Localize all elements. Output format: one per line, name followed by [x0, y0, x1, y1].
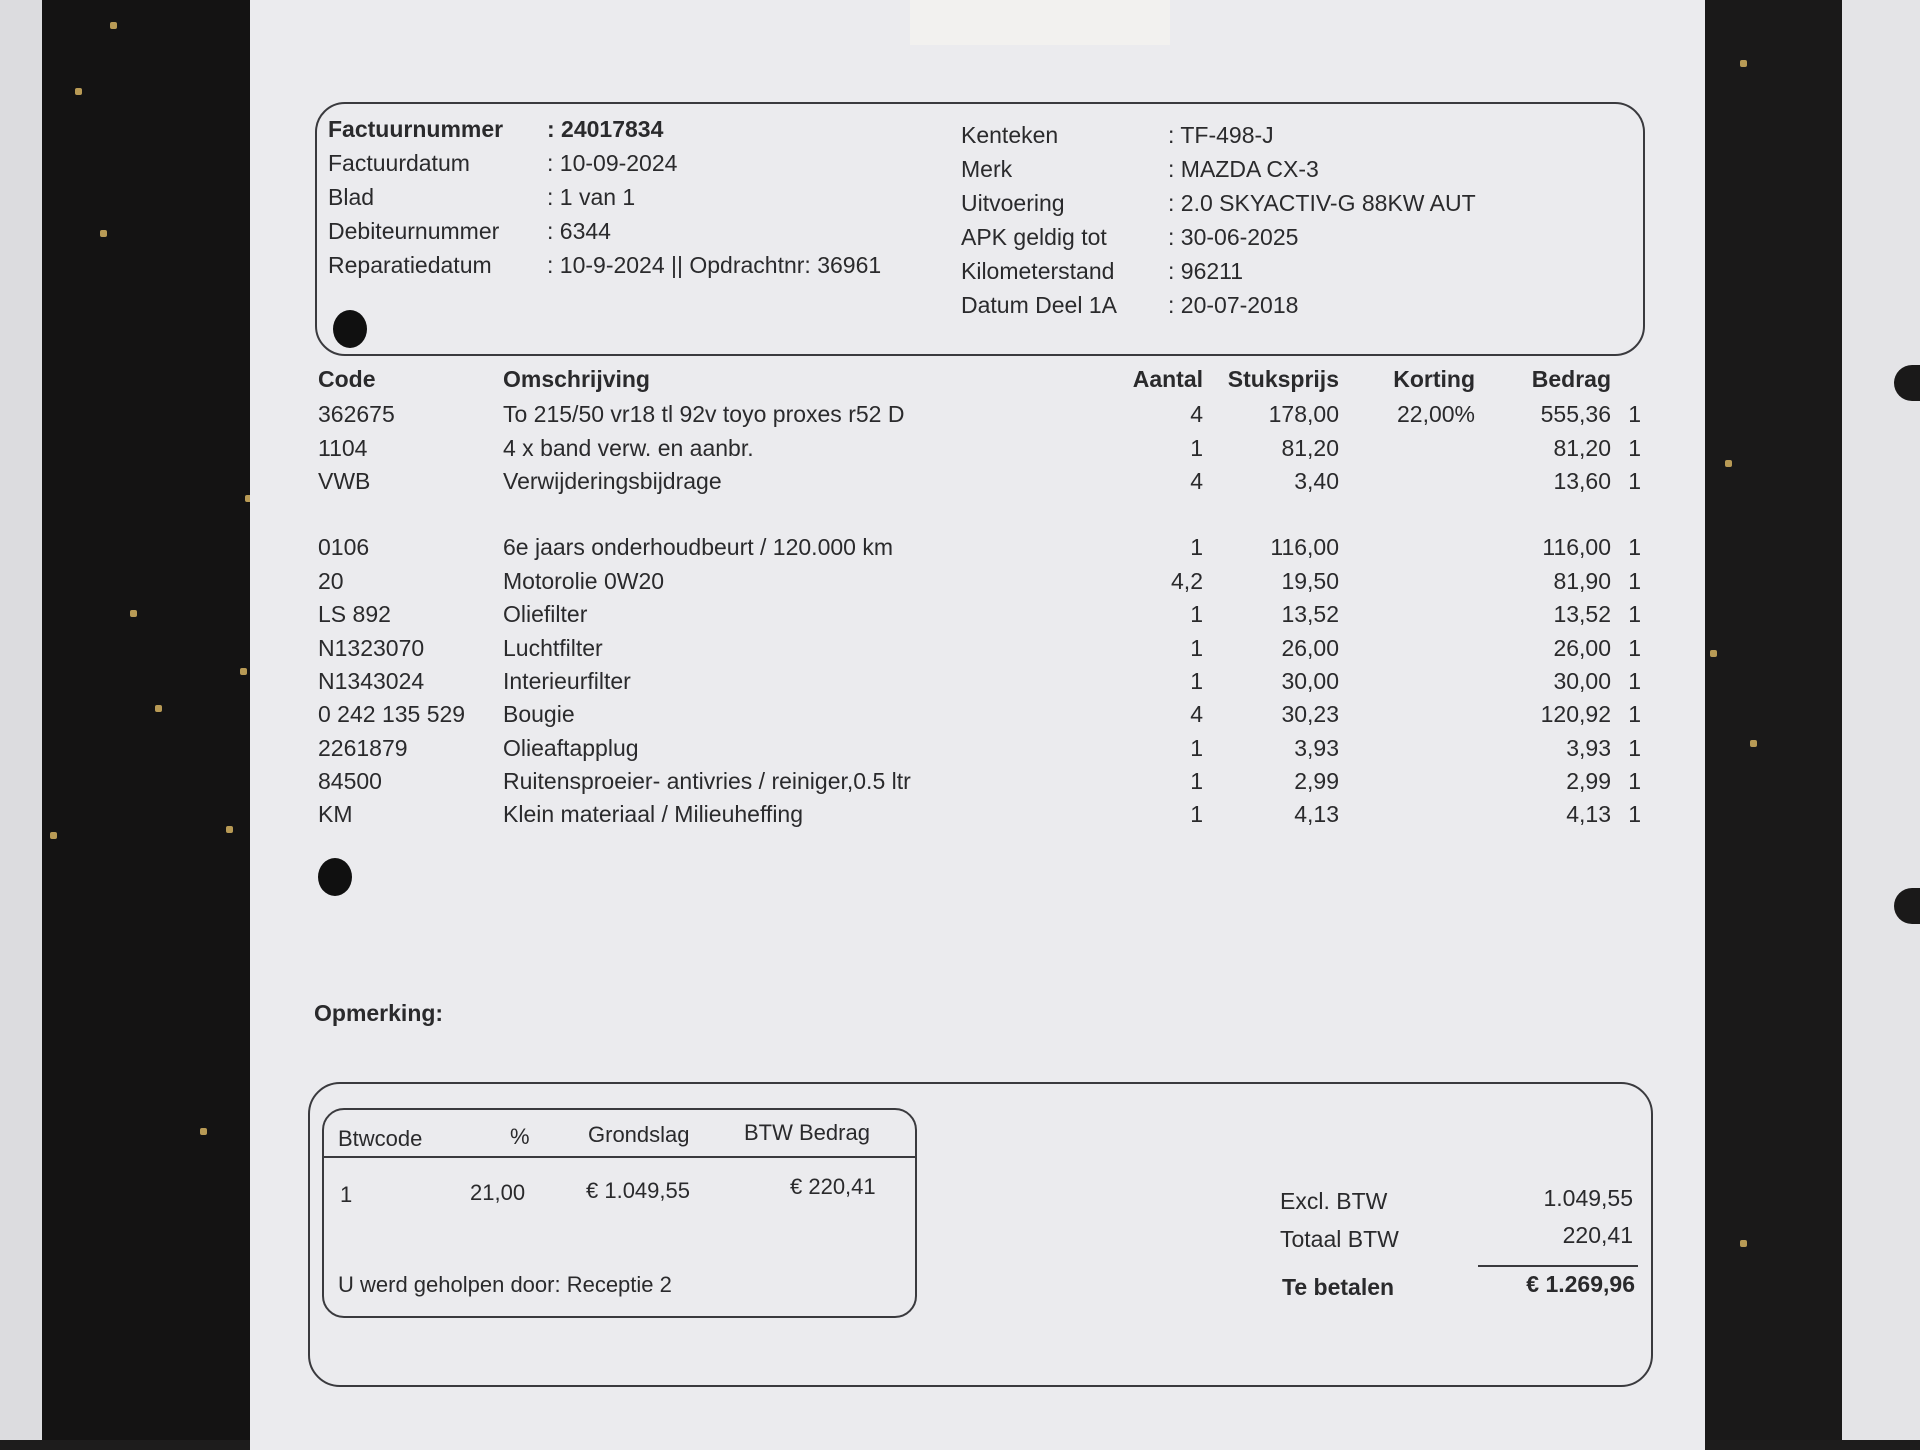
speck [1710, 650, 1717, 657]
cell-description: Ruitensproeier- antivries / reiniger,0.5 ltr [503, 768, 911, 795]
registration-date-value: : 20-07-2018 [1168, 292, 1299, 318]
cell-vat-code: 1 [1628, 401, 1641, 428]
cell-vat-code: 1 [1628, 567, 1641, 594]
cell-unit-price: 178,00 [1268, 401, 1339, 428]
cell-amount: 116,00 [1542, 534, 1611, 561]
cell-quantity: 4 [1190, 701, 1203, 728]
vat-row-base: € 1.049,55 [586, 1178, 690, 1203]
cell-code: 362675 [318, 401, 395, 428]
cell-unit-price: 3,40 [1294, 467, 1339, 494]
cell-vat-code: 1 [1628, 534, 1641, 561]
sheet-label: Blad [328, 184, 375, 210]
cell-discount [1339, 631, 1475, 664]
invoice-lines-table [318, 360, 1641, 832]
invoice-date-label: Factuurdatum [328, 150, 470, 176]
cell-code: 84500 [318, 768, 382, 795]
cell-quantity: 4 [1190, 467, 1203, 494]
col-header-vat-code [1611, 360, 1641, 398]
cell-discount [1339, 465, 1475, 498]
cell-code: N1343024 [318, 667, 425, 694]
cell-description: Bougie [503, 701, 575, 728]
vat-row-amount: € 220,41 [790, 1174, 876, 1199]
cell-quantity: 1 [1190, 734, 1203, 761]
table-row [318, 665, 1641, 698]
brand-value: : MAZDA CX-3 [1168, 156, 1319, 182]
cell-unit-price: 26,00 [1281, 634, 1339, 661]
cell-code: KM [318, 801, 353, 828]
mileage-label: Kilometerstand [961, 258, 1115, 284]
excl-vat-value: 1.049,55 [1543, 1185, 1633, 1211]
amount-due-value: € 1.269,96 [1526, 1271, 1635, 1297]
table-row [318, 698, 1641, 731]
table-row [318, 765, 1641, 798]
right-page-edge [1842, 0, 1920, 1440]
cell-description: Oliefilter [503, 601, 588, 628]
cell-description: Motorolie 0W20 [503, 567, 665, 594]
header-left-values [547, 112, 881, 282]
cell-quantity: 1 [1190, 667, 1203, 694]
cell-discount [1339, 698, 1475, 731]
cell-discount: 22,00% [1396, 401, 1475, 428]
cell-vat-code: 1 [1628, 701, 1641, 728]
col-header-discount: Korting [1393, 365, 1475, 392]
cell-unit-price: 13,52 [1281, 601, 1339, 628]
cell-code: 2261879 [318, 734, 408, 761]
col-header-description: Omschrijving [503, 365, 650, 392]
cell-unit-price: 81,20 [1281, 434, 1339, 461]
table-row [318, 631, 1641, 664]
cell-vat-code: 1 [1628, 434, 1641, 461]
vat-row-code: 1 [340, 1182, 353, 1207]
speck [100, 230, 107, 237]
cell-amount: 120,92 [1540, 701, 1611, 728]
debtor-number-value: : 6344 [547, 218, 611, 244]
cell-code: 20 [318, 567, 344, 594]
vat-header-code: Btwcode [338, 1126, 423, 1151]
vat-row-percent: 21,00 [470, 1180, 526, 1205]
punch-hole [318, 858, 352, 896]
cell-amount: 26,00 [1553, 634, 1611, 661]
col-header-code: Code [318, 365, 376, 392]
model-value: : 2.0 SKYACTIV-G 88KW AUT [1168, 190, 1476, 216]
table-row [318, 431, 1641, 464]
vat-summary-box [322, 1108, 917, 1318]
cell-quantity: 4 [1190, 401, 1203, 428]
col-header-unit-price: Stuksprijs [1227, 365, 1339, 392]
col-header-quantity: Aantal [1132, 365, 1203, 392]
apk-label: APK geldig tot [961, 224, 1107, 250]
cell-unit-price: 2,99 [1294, 768, 1339, 795]
cell-description: Olieaftapplug [503, 734, 639, 761]
cell-description: Luchtfilter [503, 634, 603, 661]
speck [110, 22, 117, 29]
cell-discount [1339, 665, 1475, 698]
debtor-number-label: Debiteurnummer [328, 218, 500, 244]
cell-vat-code: 1 [1628, 601, 1641, 628]
vat-header-amount: BTW Bedrag [744, 1120, 870, 1145]
speck [1740, 1240, 1747, 1247]
table-row [318, 465, 1641, 498]
spacer-row [318, 498, 1641, 531]
cell-discount [1339, 531, 1475, 564]
invoice-date-value: : 10-09-2024 [547, 150, 678, 176]
table-row [318, 398, 1641, 431]
cell-discount [1339, 431, 1475, 464]
cell-amount: 81,20 [1553, 434, 1611, 461]
cell-discount [1339, 798, 1475, 831]
table-row [318, 565, 1641, 598]
cell-description: To 215/50 vr18 tl 92v toyo proxes r52 D [503, 401, 905, 428]
speck [130, 610, 137, 617]
cell-amount: 13,52 [1553, 601, 1611, 628]
cell-unit-price: 30,23 [1281, 701, 1339, 728]
table-row [318, 732, 1641, 765]
speck [1725, 460, 1732, 467]
speck [1740, 60, 1747, 67]
table-row [318, 531, 1641, 564]
speck [200, 1128, 207, 1135]
table-row [318, 798, 1641, 831]
cell-quantity: 1 [1190, 434, 1203, 461]
mileage-value: : 96211 [1168, 258, 1244, 284]
cell-code: LS 892 [318, 601, 391, 628]
remark-label: Opmerking: [314, 1000, 444, 1026]
cell-discount [1339, 565, 1475, 598]
cell-discount [1339, 598, 1475, 631]
cell-unit-price: 30,00 [1281, 667, 1339, 694]
cell-amount: 4,13 [1566, 801, 1611, 828]
excl-vat-label: Excl. BTW [1280, 1188, 1388, 1214]
invoice-number-value: : 24017834 [547, 116, 664, 142]
table-row [318, 598, 1641, 631]
cell-discount [1339, 732, 1475, 765]
punch-hole [333, 310, 367, 348]
cell-quantity: 1 [1190, 768, 1203, 795]
cell-code: N1323070 [318, 634, 425, 661]
invoice-number-label: Factuurnummer [328, 116, 504, 142]
cell-vat-code: 1 [1628, 801, 1641, 828]
total-vat-label: Totaal BTW [1280, 1226, 1399, 1252]
table-header-row [318, 360, 1641, 398]
col-header-amount: Bedrag [1531, 365, 1611, 392]
background-left [0, 0, 265, 1440]
cell-discount [1339, 765, 1475, 798]
totals-rule [1478, 1265, 1638, 1267]
helped-by-text: U werd geholpen door: Receptie 2 [338, 1272, 672, 1297]
cell-description: 6e jaars onderhoudbeurt / 120.000 km [503, 534, 893, 561]
speck [75, 88, 82, 95]
cell-description: 4 x band verw. en aanbr. [503, 434, 754, 461]
cell-quantity: 4,2 [1171, 567, 1203, 594]
license-plate-value: : TF-498-J [1168, 122, 1274, 148]
background-right [1675, 0, 1920, 1440]
cell-unit-price: 19,50 [1281, 567, 1339, 594]
cell-amount: 555,36 [1540, 401, 1611, 428]
cell-description: Klein materiaal / Milieuheffing [503, 801, 804, 828]
cell-vat-code: 1 [1628, 634, 1641, 661]
cell-unit-price: 116,00 [1270, 534, 1339, 561]
registration-date-label: Datum Deel 1A [961, 292, 1117, 318]
cell-amount: 81,90 [1553, 567, 1611, 594]
speck [240, 668, 247, 675]
tape-strip [910, 0, 1170, 45]
cell-quantity: 1 [1190, 634, 1203, 661]
speck [155, 705, 162, 712]
repair-date-label: Reparatiedatum [328, 252, 492, 278]
cell-amount: 3,93 [1566, 734, 1611, 761]
cell-description: Interieurfilter [503, 667, 631, 694]
total-vat-value: 220,41 [1562, 1222, 1633, 1248]
vat-header-percent: % [510, 1124, 530, 1149]
header-left-labels [328, 112, 503, 282]
cell-code: VWB [318, 467, 371, 494]
vat-header-rule [324, 1156, 915, 1158]
cell-quantity: 1 [1190, 601, 1203, 628]
cell-vat-code: 1 [1628, 667, 1641, 694]
cell-description: Verwijderingsbijdrage [503, 467, 722, 494]
repair-date-value: : 10-9-2024 || Opdrachtnr: 36961 [547, 252, 882, 278]
cell-code: 0 242 135 529 [318, 701, 466, 728]
cell-vat-code: 1 [1628, 734, 1641, 761]
cell-code: 1104 [318, 434, 368, 461]
cell-amount: 13,60 [1553, 467, 1611, 494]
cell-quantity: 1 [1190, 534, 1203, 561]
apk-value: : 30-06-2025 [1168, 224, 1299, 250]
header-right-values [1168, 118, 1476, 322]
speck [50, 832, 57, 839]
cell-unit-price: 3,93 [1294, 734, 1339, 761]
cell-vat-code: 1 [1628, 467, 1641, 494]
speck [226, 826, 233, 833]
model-label: Uitvoering [961, 190, 1065, 216]
cell-quantity: 1 [1190, 801, 1203, 828]
cell-amount: 30,00 [1553, 667, 1611, 694]
header-right-labels [961, 118, 1117, 322]
left-page-edge [0, 0, 42, 1440]
sheet-value: : 1 van 1 [547, 184, 636, 210]
vat-header-base: Grondslag [588, 1122, 690, 1147]
brand-label: Merk [961, 156, 1013, 182]
invoice-sheet [250, 0, 1705, 1450]
cell-vat-code: 1 [1628, 768, 1641, 795]
speck [1750, 740, 1757, 747]
license-plate-label: Kenteken [961, 122, 1059, 148]
amount-due-label: Te betalen [1282, 1274, 1395, 1300]
cell-code: 0106 [318, 534, 370, 561]
cell-unit-price: 4,13 [1294, 801, 1339, 828]
cell-amount: 2,99 [1566, 768, 1611, 795]
